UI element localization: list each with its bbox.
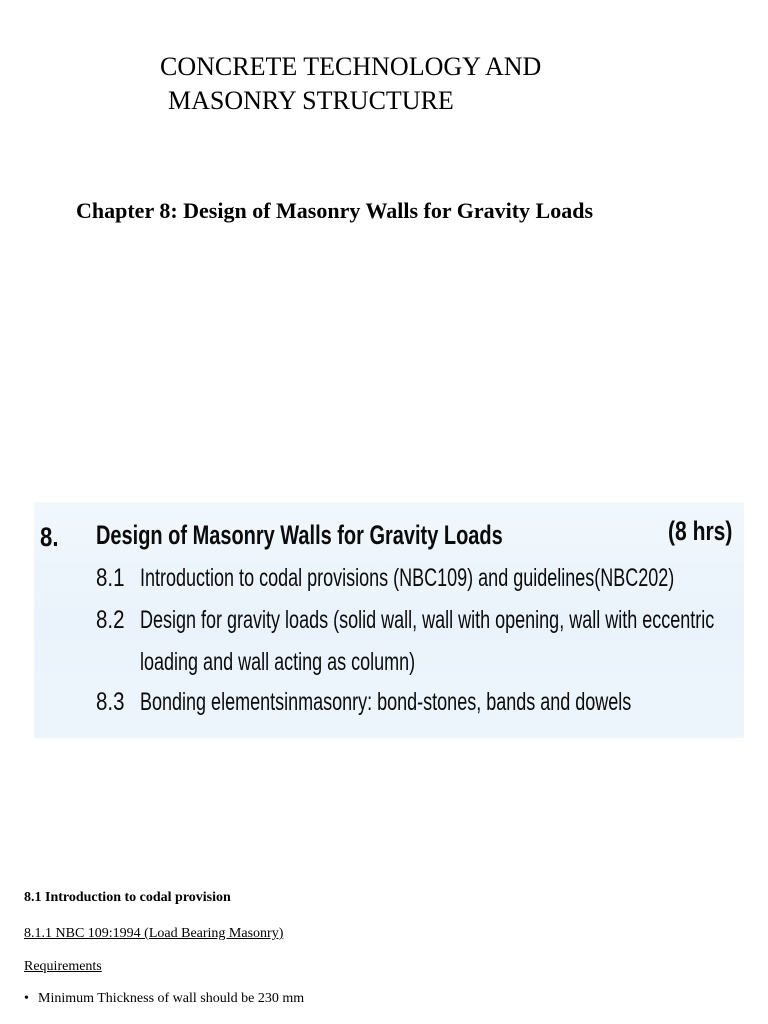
syllabus-item-text: Bonding elementsinmasonry: bond-stones, bands and dowels bbox=[140, 688, 632, 716]
bullet-marker: • bbox=[24, 991, 29, 1006]
requirements-list bbox=[24, 991, 304, 1007]
title-line-1: CONCRETE TECHNOLOGY AND bbox=[160, 52, 542, 81]
chapter-heading: Chapter 8: Design of Masonry Walls for Gravity Loads bbox=[76, 198, 594, 223]
section-title: 8.1 Introduction to codal provision bbox=[24, 890, 231, 905]
title-line-2: MASONRY STRUCTURE bbox=[168, 86, 454, 115]
syllabus-item-number: 8.2 bbox=[96, 606, 125, 634]
syllabus-item-number: 8.1 bbox=[96, 564, 125, 592]
syllabus-hours: (8 hrs) bbox=[668, 516, 733, 546]
syllabus-heading: Design of Masonry Walls for Gravity Loads bbox=[96, 520, 503, 550]
syllabus-item-text: Introduction to codal provisions (NBC109) and guidelines(NBC202) bbox=[140, 564, 675, 592]
syllabus-number: 8. bbox=[40, 522, 59, 552]
document-title bbox=[160, 50, 541, 118]
syllabus-item-text-continued: loading and wall acting as column) bbox=[140, 648, 416, 676]
syllabus-item-number: 8.3 bbox=[96, 688, 125, 716]
list-item-text: Minimum Thickness of wall should be 230 mm bbox=[38, 991, 305, 1006]
syllabus-item-text: Design for gravity loads (solid wall, wall with opening, wall with eccentric bbox=[140, 606, 715, 634]
subsection-title: 8.1.1 NBC 109:1994 (Load Bearing Masonry) bbox=[24, 926, 284, 941]
syllabus-scan-image bbox=[34, 502, 744, 738]
requirements-label: Requirements bbox=[24, 959, 102, 974]
list-item bbox=[24, 991, 304, 1007]
